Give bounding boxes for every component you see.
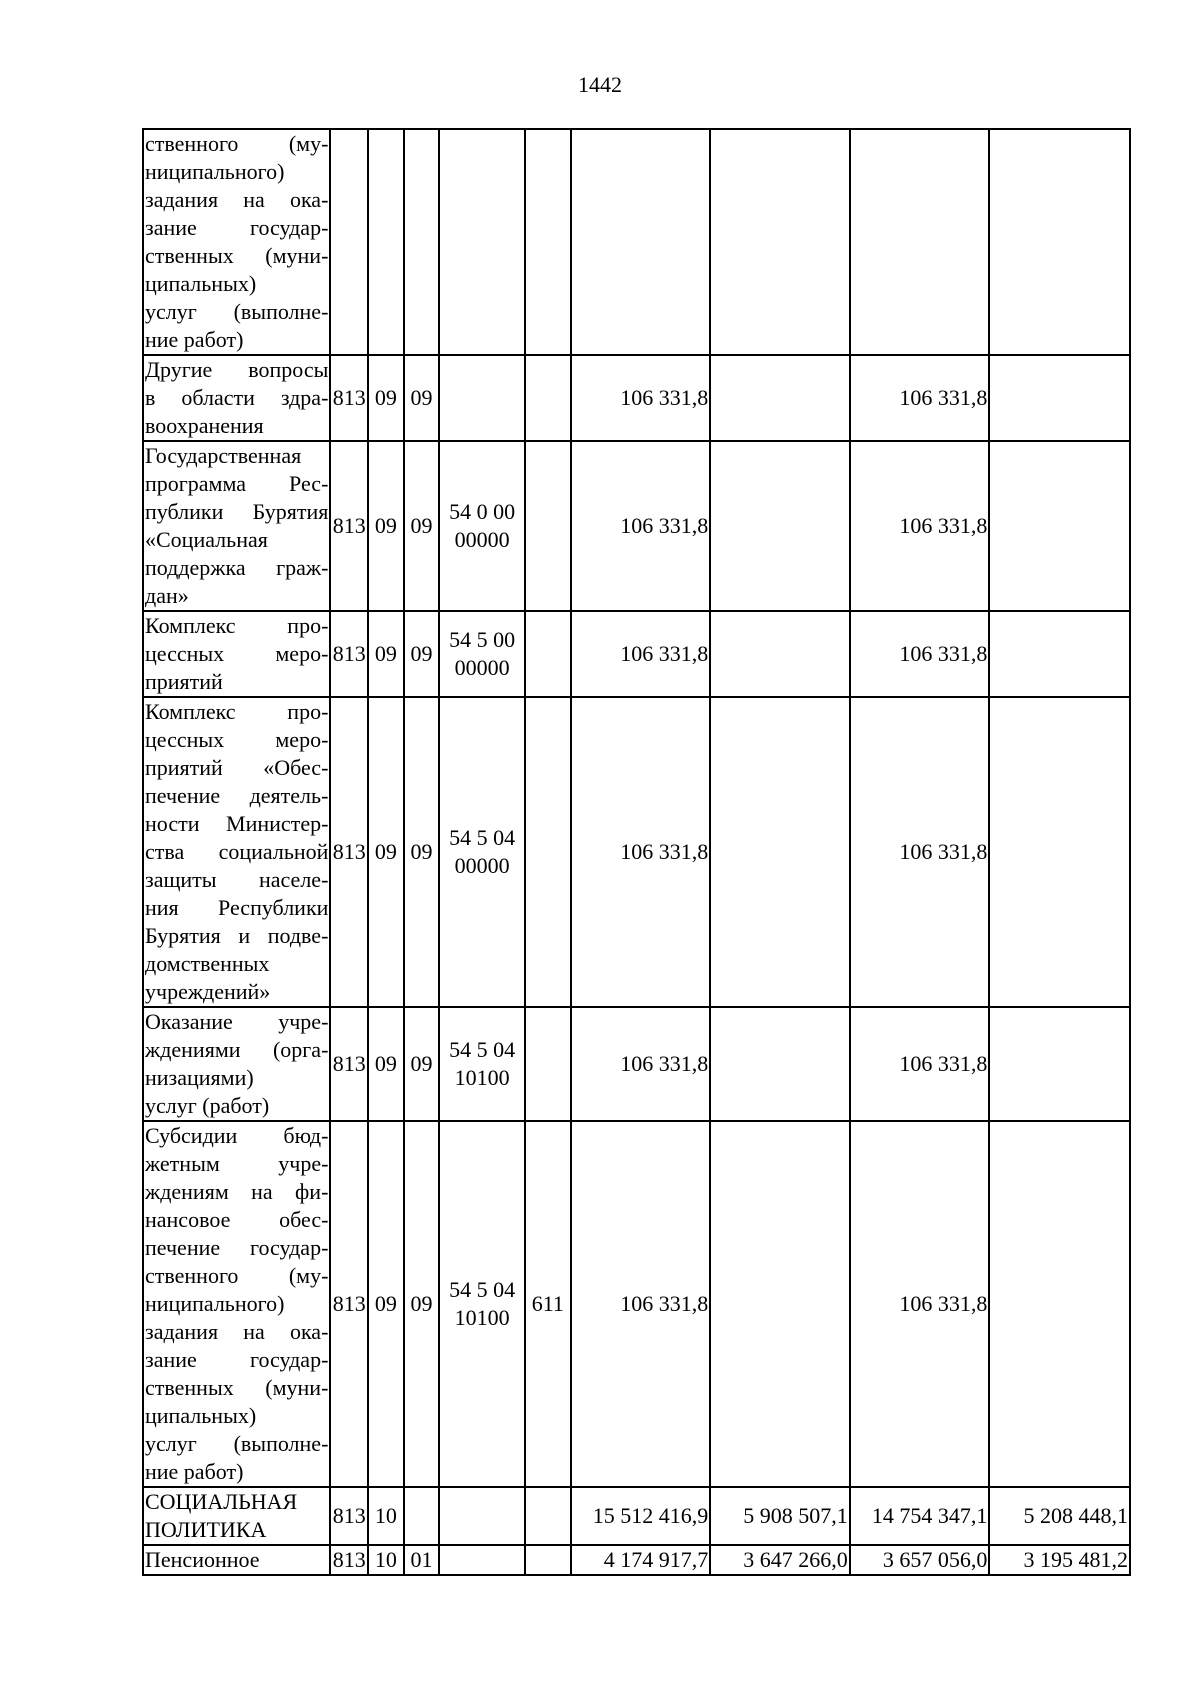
row-name-line: Государственная [145, 443, 302, 468]
subsection-code: 09 [404, 441, 440, 611]
row-name-line: ждениями (орга- [145, 1037, 329, 1062]
amount-3: 106 331,8 [850, 1121, 990, 1487]
target-article-line: 00000 [454, 527, 510, 552]
amount-1: 106 331,8 [571, 1121, 711, 1487]
expense-type-code [525, 1007, 571, 1121]
expense-type-code [525, 441, 571, 611]
table-body [143, 129, 1130, 1575]
row-name-line: домственных [145, 951, 270, 976]
row-name [143, 1545, 330, 1575]
table-row [143, 1121, 1130, 1487]
amount-1 [571, 129, 711, 355]
row-name-line: ниципального) [145, 1291, 285, 1316]
amount-2 [710, 355, 850, 441]
grbs-code: 813 [330, 611, 368, 697]
row-name-line: учреждений» [145, 979, 271, 1004]
section-code: 09 [368, 1007, 404, 1121]
grbs-code: 813 [330, 1487, 368, 1545]
amount-2 [710, 697, 850, 1007]
target-article-code [439, 129, 525, 355]
row-name-line: печение деятель- [145, 783, 329, 808]
target-article-code [439, 611, 525, 697]
row-name-line: ственного (му- [145, 131, 329, 156]
amount-3 [850, 129, 990, 355]
grbs-code: 813 [330, 1545, 368, 1575]
row-name [143, 441, 330, 611]
row-name-line: задания на ока- [145, 1319, 329, 1344]
row-name [143, 611, 330, 697]
amount-4 [989, 1007, 1130, 1121]
row-name-line: услуг (выполне- [145, 299, 329, 324]
row-name-line: услуг (выполне- [145, 1431, 329, 1456]
table-row [143, 129, 1130, 355]
section-code: 09 [368, 441, 404, 611]
row-name-line: приятий [145, 669, 223, 694]
subsection-code [404, 1487, 440, 1545]
target-article-code [439, 355, 525, 441]
subsection-code: 01 [404, 1545, 440, 1575]
amount-4 [989, 697, 1130, 1007]
row-name-line: ственного (му- [145, 1263, 329, 1288]
row-name-line: «Социальная [145, 527, 268, 552]
amount-1: 106 331,8 [571, 441, 711, 611]
subsection-code [404, 129, 440, 355]
amount-4 [989, 441, 1130, 611]
row-name-line: ПОЛИТИКА [145, 1517, 267, 1542]
section-code: 09 [368, 1121, 404, 1487]
row-name-line: поддержка граж- [145, 555, 329, 580]
grbs-code: 813 [330, 1121, 368, 1487]
table-row [143, 697, 1130, 1007]
subsection-code: 09 [404, 355, 440, 441]
target-article-line: 54 5 00 [449, 627, 516, 652]
amount-3: 106 331,8 [850, 1007, 990, 1121]
budget-table [142, 128, 1131, 1576]
row-name-line: задания на ока- [145, 187, 329, 212]
row-name-line: цессных меро- [145, 641, 329, 666]
section-code: 09 [368, 697, 404, 1007]
row-name-line: воохранения [145, 413, 264, 438]
table-row [143, 1487, 1130, 1545]
row-name-line: Субсидии бюд- [145, 1123, 329, 1148]
target-article-line: 10100 [454, 1305, 510, 1330]
row-name-line: ства социальной [145, 839, 329, 864]
amount-2 [710, 129, 850, 355]
row-name-line: защиты населе- [145, 867, 329, 892]
target-article-line: 54 5 04 [449, 1037, 516, 1062]
amount-2: 5 908 507,1 [710, 1487, 850, 1545]
amount-3: 3 657 056,0 [850, 1545, 990, 1575]
row-name-line: Комплекс про- [145, 699, 329, 724]
row-name-line: зание государ- [145, 1347, 329, 1372]
page-number: 1442 [578, 72, 622, 97]
row-name [143, 129, 330, 355]
row-name-line: низациями) [145, 1065, 254, 1090]
row-name-line: Оказание учре- [145, 1009, 329, 1034]
row-name-line: ственных (муни- [145, 243, 329, 268]
target-article-code [439, 1121, 525, 1487]
row-name-line: ниципального) [145, 159, 285, 184]
target-article-line: 00000 [454, 853, 510, 878]
table-row [143, 441, 1130, 611]
grbs-code: 813 [330, 1007, 368, 1121]
expense-type-code [525, 129, 571, 355]
row-name-line: в области здра- [145, 385, 329, 410]
grbs-code: 813 [330, 441, 368, 611]
section-code: 09 [368, 611, 404, 697]
amount-4: 5 208 448,1 [989, 1487, 1130, 1545]
subsection-code: 09 [404, 1121, 440, 1487]
section-code [368, 129, 404, 355]
target-article-code [439, 1007, 525, 1121]
target-article-code [439, 441, 525, 611]
row-name-line: ципальных) [145, 271, 257, 296]
row-name-line: Пенсионное [145, 1547, 260, 1572]
section-code: 10 [368, 1545, 404, 1575]
row-name-line: услуг (работ) [145, 1093, 270, 1118]
amount-1: 4 174 917,7 [571, 1545, 711, 1575]
section-code: 10 [368, 1487, 404, 1545]
row-name [143, 697, 330, 1007]
amount-3: 106 331,8 [850, 441, 990, 611]
amount-1: 106 331,8 [571, 611, 711, 697]
amount-4: 3 195 481,2 [989, 1545, 1130, 1575]
target-article-code [439, 1545, 525, 1575]
row-name-line: программа Рес- [145, 471, 329, 496]
row-name-line: Бурятия и подве- [145, 923, 329, 948]
expense-type-code [525, 355, 571, 441]
table-row [143, 611, 1130, 697]
row-name-line: нансовое обес- [145, 1207, 329, 1232]
subsection-code: 09 [404, 1007, 440, 1121]
expense-type-code [525, 697, 571, 1007]
target-article-code [439, 697, 525, 1007]
table-row [143, 1545, 1130, 1575]
table-row [143, 355, 1130, 441]
expense-type-code [525, 611, 571, 697]
target-article-line: 54 5 04 [449, 825, 516, 850]
row-name-line: печение государ- [145, 1235, 329, 1260]
section-code: 09 [368, 355, 404, 441]
amount-3: 14 754 347,1 [850, 1487, 990, 1545]
subsection-code: 09 [404, 697, 440, 1007]
amount-2 [710, 1121, 850, 1487]
target-article-line: 54 5 04 [449, 1277, 516, 1302]
row-name [143, 1007, 330, 1121]
table-row [143, 1007, 1130, 1121]
amount-3: 106 331,8 [850, 355, 990, 441]
row-name-line: жетным учре- [145, 1151, 329, 1176]
subsection-code: 09 [404, 611, 440, 697]
amount-4 [989, 355, 1130, 441]
amount-4 [989, 1121, 1130, 1487]
amount-1: 106 331,8 [571, 1007, 711, 1121]
row-name-line: ние работ) [145, 327, 244, 352]
row-name-line: приятий «Обес- [145, 755, 329, 780]
expense-type-code: 611 [525, 1121, 571, 1487]
amount-2 [710, 1007, 850, 1121]
row-name [143, 355, 330, 441]
row-name-line: ственных (муни- [145, 1375, 329, 1400]
row-name-line: Комплекс про- [145, 613, 329, 638]
target-article-line: 00000 [454, 655, 510, 680]
row-name-line: дан» [145, 583, 189, 608]
amount-1: 106 331,8 [571, 355, 711, 441]
row-name [143, 1487, 330, 1545]
amount-2 [710, 611, 850, 697]
amount-3: 106 331,8 [850, 611, 990, 697]
expense-type-code [525, 1545, 571, 1575]
target-article-code [439, 1487, 525, 1545]
row-name-line: зание государ- [145, 215, 329, 240]
amount-3: 106 331,8 [850, 697, 990, 1007]
target-article-line: 54 0 00 [449, 499, 516, 524]
grbs-code: 813 [330, 355, 368, 441]
amount-4 [989, 611, 1130, 697]
row-name-line: ния Республики [145, 895, 329, 920]
target-article-line: 10100 [454, 1065, 510, 1090]
row-name-line: ждениям на фи- [145, 1179, 329, 1204]
grbs-code [330, 129, 368, 355]
row-name-line: Другие вопросы [145, 357, 329, 382]
grbs-code: 813 [330, 697, 368, 1007]
amount-4 [989, 129, 1130, 355]
amount-2 [710, 441, 850, 611]
expense-type-code [525, 1487, 571, 1545]
row-name-line: публики Бурятия [145, 499, 329, 524]
amount-1: 15 512 416,9 [571, 1487, 711, 1545]
row-name [143, 1121, 330, 1487]
row-name-line: ности Министер- [145, 811, 329, 836]
row-name-line: ципальных) [145, 1403, 257, 1428]
row-name-line: ние работ) [145, 1459, 244, 1484]
row-name-line: СОЦИАЛЬНАЯ [145, 1489, 298, 1514]
amount-1: 106 331,8 [571, 697, 711, 1007]
amount-2: 3 647 266,0 [710, 1545, 850, 1575]
row-name-line: цессных меро- [145, 727, 329, 752]
